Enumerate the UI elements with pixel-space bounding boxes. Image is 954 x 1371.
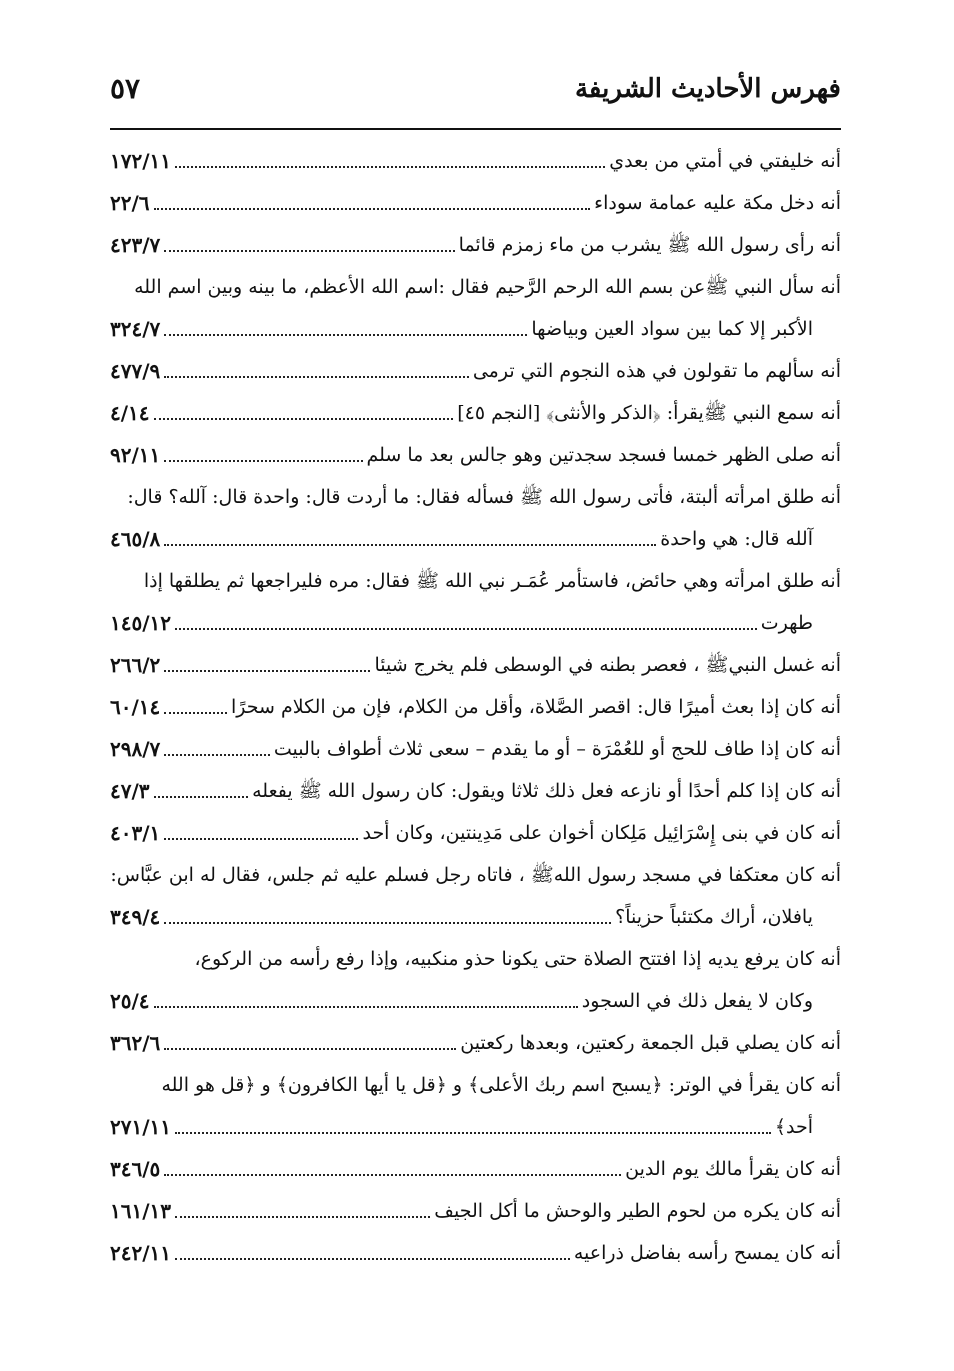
volume-page-reference: ٢٦٦/٢ — [110, 653, 161, 677]
dot-leader — [164, 1046, 456, 1050]
index-entry-line — [110, 476, 841, 518]
index-entry — [110, 224, 841, 266]
index-entry — [110, 392, 841, 434]
dot-leader — [164, 1172, 621, 1176]
volume-page-reference: ١٧٢/١١ — [110, 149, 172, 173]
index-entry — [110, 644, 841, 686]
header-divider — [110, 128, 841, 130]
volume-page-reference: ٦٠/١٤ — [110, 695, 161, 719]
dot-leader — [164, 458, 362, 462]
index-entry — [110, 686, 841, 728]
hadith-text: أنه كان يرفع يديه إذا افتتح الصلاة حتى يكونا حذو منكبيه، وإذا رفع رأسه من الركوع، — [194, 948, 841, 970]
hadith-text: أنه كان يمسح رأسه بفاضل ذراعيه — [573, 1242, 841, 1264]
dot-leader — [154, 206, 591, 210]
volume-page-reference: ٢٧١/١١ — [110, 1115, 172, 1139]
volume-page-reference: ٢٩٨/٧ — [110, 737, 161, 761]
hadith-text: أنه سمع النبي ﷺيقرأ: ﴿الذكر والأنثى﴾ [النجم ٤٥] — [457, 402, 841, 424]
hadith-text: أنه كان يقرأ في الوتر: ﴿يسبح اسم ربك الأعلى﴾ و ﴿قل يا أيها الكافرون﴾ و ﴿قل هو الله — [161, 1074, 841, 1096]
index-entry — [110, 1190, 841, 1232]
hadith-text-continuation: يافلان، أراك مكتئباً حزيناً؟ — [615, 906, 813, 928]
dot-leader — [164, 668, 370, 672]
dot-leader — [175, 1130, 771, 1134]
hadith-text: أنه كان إذا طاف للحج أو للعُمْرَة – أو ما يقدم – سعى ثلاث أطواف بالبيت — [273, 738, 841, 760]
hadith-text: أنه كان في بنى إِسْرَائِيل مَلِكان أخوان على مَدِينتين، وكان أحد — [362, 822, 841, 844]
dot-leader — [154, 1004, 578, 1008]
dot-leader — [164, 248, 454, 252]
index-entry-line — [110, 1064, 841, 1106]
index-entry — [110, 1022, 841, 1064]
index-entry — [110, 896, 841, 938]
hadith-text-continuation: وكان لا يفعل ذلك في السجود — [581, 990, 813, 1012]
page-title: فهرس الأحاديث الشريفة — [574, 74, 841, 104]
index-entry — [110, 1232, 841, 1274]
volume-page-reference: ٤٠٣/١ — [110, 821, 161, 845]
index-entry — [110, 1148, 841, 1190]
dot-leader — [154, 794, 249, 798]
index-entry-line — [110, 560, 841, 602]
index-entry — [110, 434, 841, 476]
hadith-text: أنه طلق امرأته وهي حائض، فاستأمر عُمَـر نبي الله ﷺ فقال: مره فليراجعها ثم يطلقها إذا — [143, 570, 841, 592]
hadith-text-continuation: الأكبر إلا كما بين سواد العين وبياضها — [531, 318, 813, 340]
hadith-text: أنه صلى الظهر خمسا فسجد سجدتين وهو جالس بعد ما سلم — [366, 444, 841, 466]
hadith-text: أنه كان إذا كلم أحدًا أو نازعه فعل ذلك ثلاثا ويقول: كان رسول الله ﷺ يفعله — [252, 780, 841, 802]
hadith-text: أنه كان إذا بعث أميرًا قال: اقصر الصَّلاة، وأقل من الكلام، فإن من الكلام سحرًا — [231, 696, 841, 718]
hadith-text: أنه طلق امرأته ألبتة، فأتى رسول الله ﷺ فسأله فقال: ما أردت قال: واحدة قال: آلله؟ قال: — [127, 486, 841, 508]
hadith-text-continuation: طهرت — [760, 612, 813, 634]
hadith-text: أنه خليفتي في أمتي من بعدي — [609, 150, 841, 172]
volume-page-reference: ٢٢/٦ — [110, 191, 150, 215]
volume-page-reference: ١٦١/١٣ — [110, 1199, 172, 1223]
hadith-text-continuation: أحد﴾ — [774, 1116, 813, 1138]
index-entry — [110, 1106, 841, 1148]
hadith-text: أنه رأى رسول الله ﷺ يشرب من ماء زمزم قائما — [458, 234, 841, 256]
index-entry — [110, 602, 841, 644]
dot-leader — [164, 332, 527, 336]
volume-page-reference: ٣٤٦/٥ — [110, 1157, 161, 1181]
volume-page-reference: ٣٤٩/٤ — [110, 905, 161, 929]
hadith-text: أنه سأل النبي ﷺعن بسم الله الرحم الرَّحيم فقال :اسم الله الأعظم، ما بينه وبين اسم الله — [134, 276, 841, 298]
hadith-text: أنه كان يقرأ مالك يوم الدين — [625, 1158, 841, 1180]
volume-page-reference: ٢٥/٤ — [110, 989, 150, 1013]
volume-page-reference: ٤٢٣/٧ — [110, 233, 161, 257]
hadith-text: أنه كان يكره من لحوم الطير والوحش ما أكل الجيف — [434, 1200, 841, 1222]
hadith-text: أنه دخل مكة عليه عمامة سوداء — [594, 192, 841, 214]
index-entry — [110, 140, 841, 182]
dot-leader — [164, 542, 656, 546]
index-entry-line — [110, 938, 841, 980]
volume-page-reference: ٣٦٢/٦ — [110, 1031, 161, 1055]
index-entry — [110, 308, 841, 350]
volume-page-reference: ٤/١٤ — [110, 401, 150, 425]
dot-leader — [164, 920, 611, 924]
hadith-text: أنه كان معتكفا في مسجد رسول اللهﷺ ، فاتاه رجل فسلم عليه ثم جلس، فقال له ابن عبَّاس: — [110, 864, 841, 886]
dot-leader — [164, 374, 469, 378]
hadith-text: أنه غسل النبيﷺ ، فعصر بطنه في الوسطى فلم يخرج شيئا — [374, 654, 841, 676]
volume-page-reference: ٤٦٥/٨ — [110, 527, 161, 551]
index-entry — [110, 350, 841, 392]
index-entry — [110, 518, 841, 560]
dot-leader — [164, 836, 358, 840]
dot-leader — [175, 1214, 430, 1218]
volume-page-reference: ٩٢/١١ — [110, 443, 161, 467]
index-entry — [110, 182, 841, 224]
page-number: ٥٧ — [110, 72, 141, 105]
index-entry — [110, 728, 841, 770]
dot-leader — [175, 626, 757, 630]
dot-leader — [164, 752, 270, 756]
volume-page-reference: ٣٢٤/٧ — [110, 317, 161, 341]
hadith-text-continuation: آلله قال: هي واحدة — [660, 528, 813, 550]
dot-leader — [175, 1256, 570, 1260]
index-entry-line — [110, 266, 841, 308]
hadith-index-list — [110, 140, 841, 1274]
hadith-text: أنه سألهم ما تقولون في هذه النجوم التي ترمى — [472, 360, 841, 382]
dot-leader — [175, 164, 605, 168]
index-entry — [110, 770, 841, 812]
volume-page-reference: ١٤٥/١٢ — [110, 611, 172, 635]
dot-leader — [154, 416, 454, 420]
index-entry — [110, 812, 841, 854]
volume-page-reference: ٢٤٢/١١ — [110, 1241, 172, 1265]
volume-page-reference: ٤٧/٣ — [110, 779, 150, 803]
page-header — [110, 72, 841, 114]
index-entry — [110, 980, 841, 1022]
volume-page-reference: ٤٧٧/٩ — [110, 359, 161, 383]
dot-leader — [164, 710, 227, 714]
index-entry-line — [110, 854, 841, 896]
hadith-text: أنه كان يصلي قبل الجمعة ركعتين، وبعدها ركعتين — [460, 1032, 841, 1054]
